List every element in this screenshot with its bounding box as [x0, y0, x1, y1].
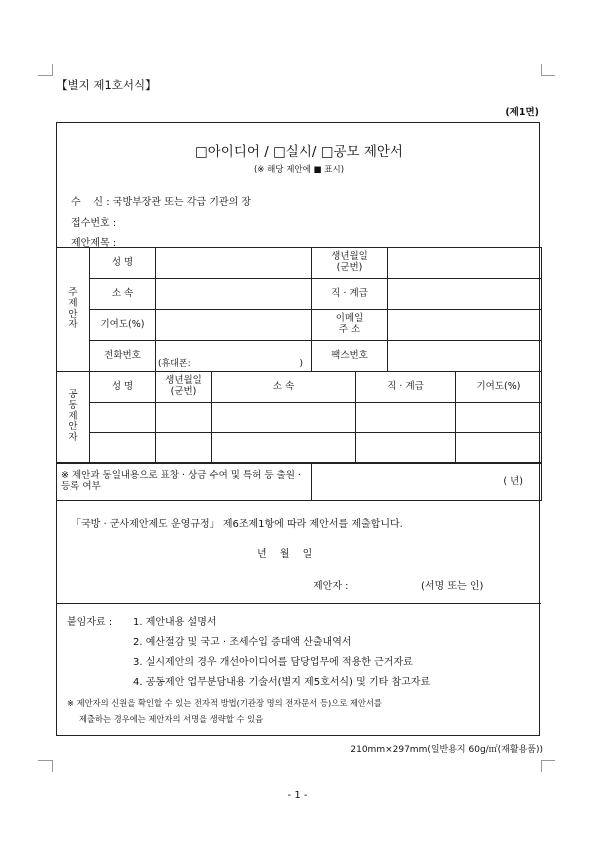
form-number-label: 【별지 제1호서식】: [56, 78, 157, 92]
co-row-1-affiliation[interactable]: [212, 403, 356, 433]
reward-answer[interactable]: ( 년): [312, 464, 542, 501]
co-proposer-side-label: 공 동 제 안 자: [57, 372, 90, 463]
form-title: □아이디어 / □실시/ □공모 제안서: [195, 144, 403, 160]
attachment-item-1: 1. 제안내용 설명서: [133, 617, 217, 628]
crop-mark-top-right-h: [541, 75, 555, 76]
co-row-2-name[interactable]: [90, 433, 156, 463]
contribution-input[interactable]: [156, 310, 312, 341]
email-address-label: 이메일 주 소: [312, 310, 388, 341]
co-row-1-birth[interactable]: [156, 403, 212, 433]
crop-mark-bottom-right: [541, 760, 556, 772]
co-birth-header: 생년월일 (군번): [156, 372, 212, 403]
co-proposer-table: [56, 371, 542, 463]
name-input[interactable]: [156, 248, 312, 279]
declaration-text: 「국방 · 군사제안제도 운영규정」 제6조제1항에 따라 제안서를 제출합니다.: [71, 519, 403, 530]
affiliation-input[interactable]: [156, 279, 312, 310]
reward-table: [56, 463, 542, 501]
proposal-title-label: 제안제목 :: [71, 238, 117, 249]
receipt-number-label: 접수번호 :: [71, 218, 117, 229]
mobile-suffix: ): [299, 359, 303, 369]
recipient-label: 수 신: [71, 197, 104, 208]
form-subtitle: (※ 해당 제안에 ■ 표시): [253, 165, 345, 175]
crop-mark-bottom-left: [38, 760, 53, 772]
page-number: - 1 -: [287, 790, 308, 801]
co-row-2-affiliation[interactable]: [212, 433, 356, 463]
attachment-item-4: 4. 공동제안 업무분담내용 기술서(별지 제5호서식) 및 기타 참고자료: [133, 677, 431, 688]
attachments-label: 붙임자료 :: [67, 617, 113, 628]
attachment-item-2: 2. 예산절감 및 국고 · 조세수입 증대액 산출내역서: [133, 637, 352, 648]
position-input[interactable]: [388, 279, 542, 310]
attachment-item-3: 3. 실시제안의 경우 개선아이디어를 담당업무에 적용한 근거자료: [133, 657, 413, 668]
co-row-1-contribution[interactable]: [456, 403, 542, 433]
co-row-2-contribution[interactable]: [456, 433, 542, 463]
attachments-divider: [57, 603, 541, 604]
co-name-header: 성 명: [90, 372, 156, 403]
contribution-label: 기여도(%): [90, 310, 156, 341]
position-label: 직 · 계급: [312, 279, 388, 310]
note-line-2: 제출하는 경우에는 제안자의 서명을 생략할 수 있음: [79, 714, 264, 724]
signature-hint[interactable]: (서명 또는 인): [421, 581, 484, 592]
recipient-row: [71, 193, 251, 208]
fax-label: 팩스번호: [312, 341, 388, 372]
email-address-input[interactable]: [388, 310, 542, 341]
recipient-value: : 국방부장관 또는 각급 기관의 장: [106, 197, 252, 208]
paper-spec: 210mm×297mm(일반용지 60g/㎡(재활용품)): [350, 745, 543, 755]
co-row-2-birth[interactable]: [156, 433, 212, 463]
crop-mark-bottom-left-h: [38, 760, 52, 761]
phone-label: 전화번호: [90, 341, 156, 372]
name-label: 성 명: [90, 248, 156, 279]
affiliation-label: 소 속: [90, 279, 156, 310]
page-side-label: (제1면): [505, 107, 539, 118]
signer-label: 제안자 :: [313, 581, 349, 592]
birth-input[interactable]: [388, 248, 542, 279]
phone-input[interactable]: [156, 341, 312, 372]
main-proposer-side-label: 주 제 안 자: [57, 248, 90, 372]
note-line-1: ※ 제안자의 신원을 확인할 수 있는 전자적 방법(기관장 명의 전자문서 등)으로 제안서를: [67, 698, 382, 708]
date-line: 년 월 일: [257, 549, 313, 560]
co-row-2-position[interactable]: [356, 433, 456, 463]
birth-label: 생년월일 (군번): [312, 248, 388, 279]
reward-question: ※ 제안과 동일내용으로 표창 · 상금 수여 및 특허 등 출원 · 등록 여부: [57, 464, 312, 501]
crop-mark-bottom-right-h: [541, 760, 555, 761]
co-position-header: 직 · 계급: [356, 372, 456, 403]
main-proposer-table: [56, 247, 542, 372]
co-row-1-name[interactable]: [90, 403, 156, 433]
proposal-form: [56, 122, 540, 736]
co-row-1-position[interactable]: [356, 403, 456, 433]
mobile-prefix: (휴대폰:: [158, 359, 191, 369]
co-contribution-header: 기여도(%): [456, 372, 542, 403]
crop-mark-top-left-h: [38, 75, 52, 76]
fax-input[interactable]: [388, 341, 542, 372]
co-affiliation-header: 소 속: [212, 372, 356, 403]
